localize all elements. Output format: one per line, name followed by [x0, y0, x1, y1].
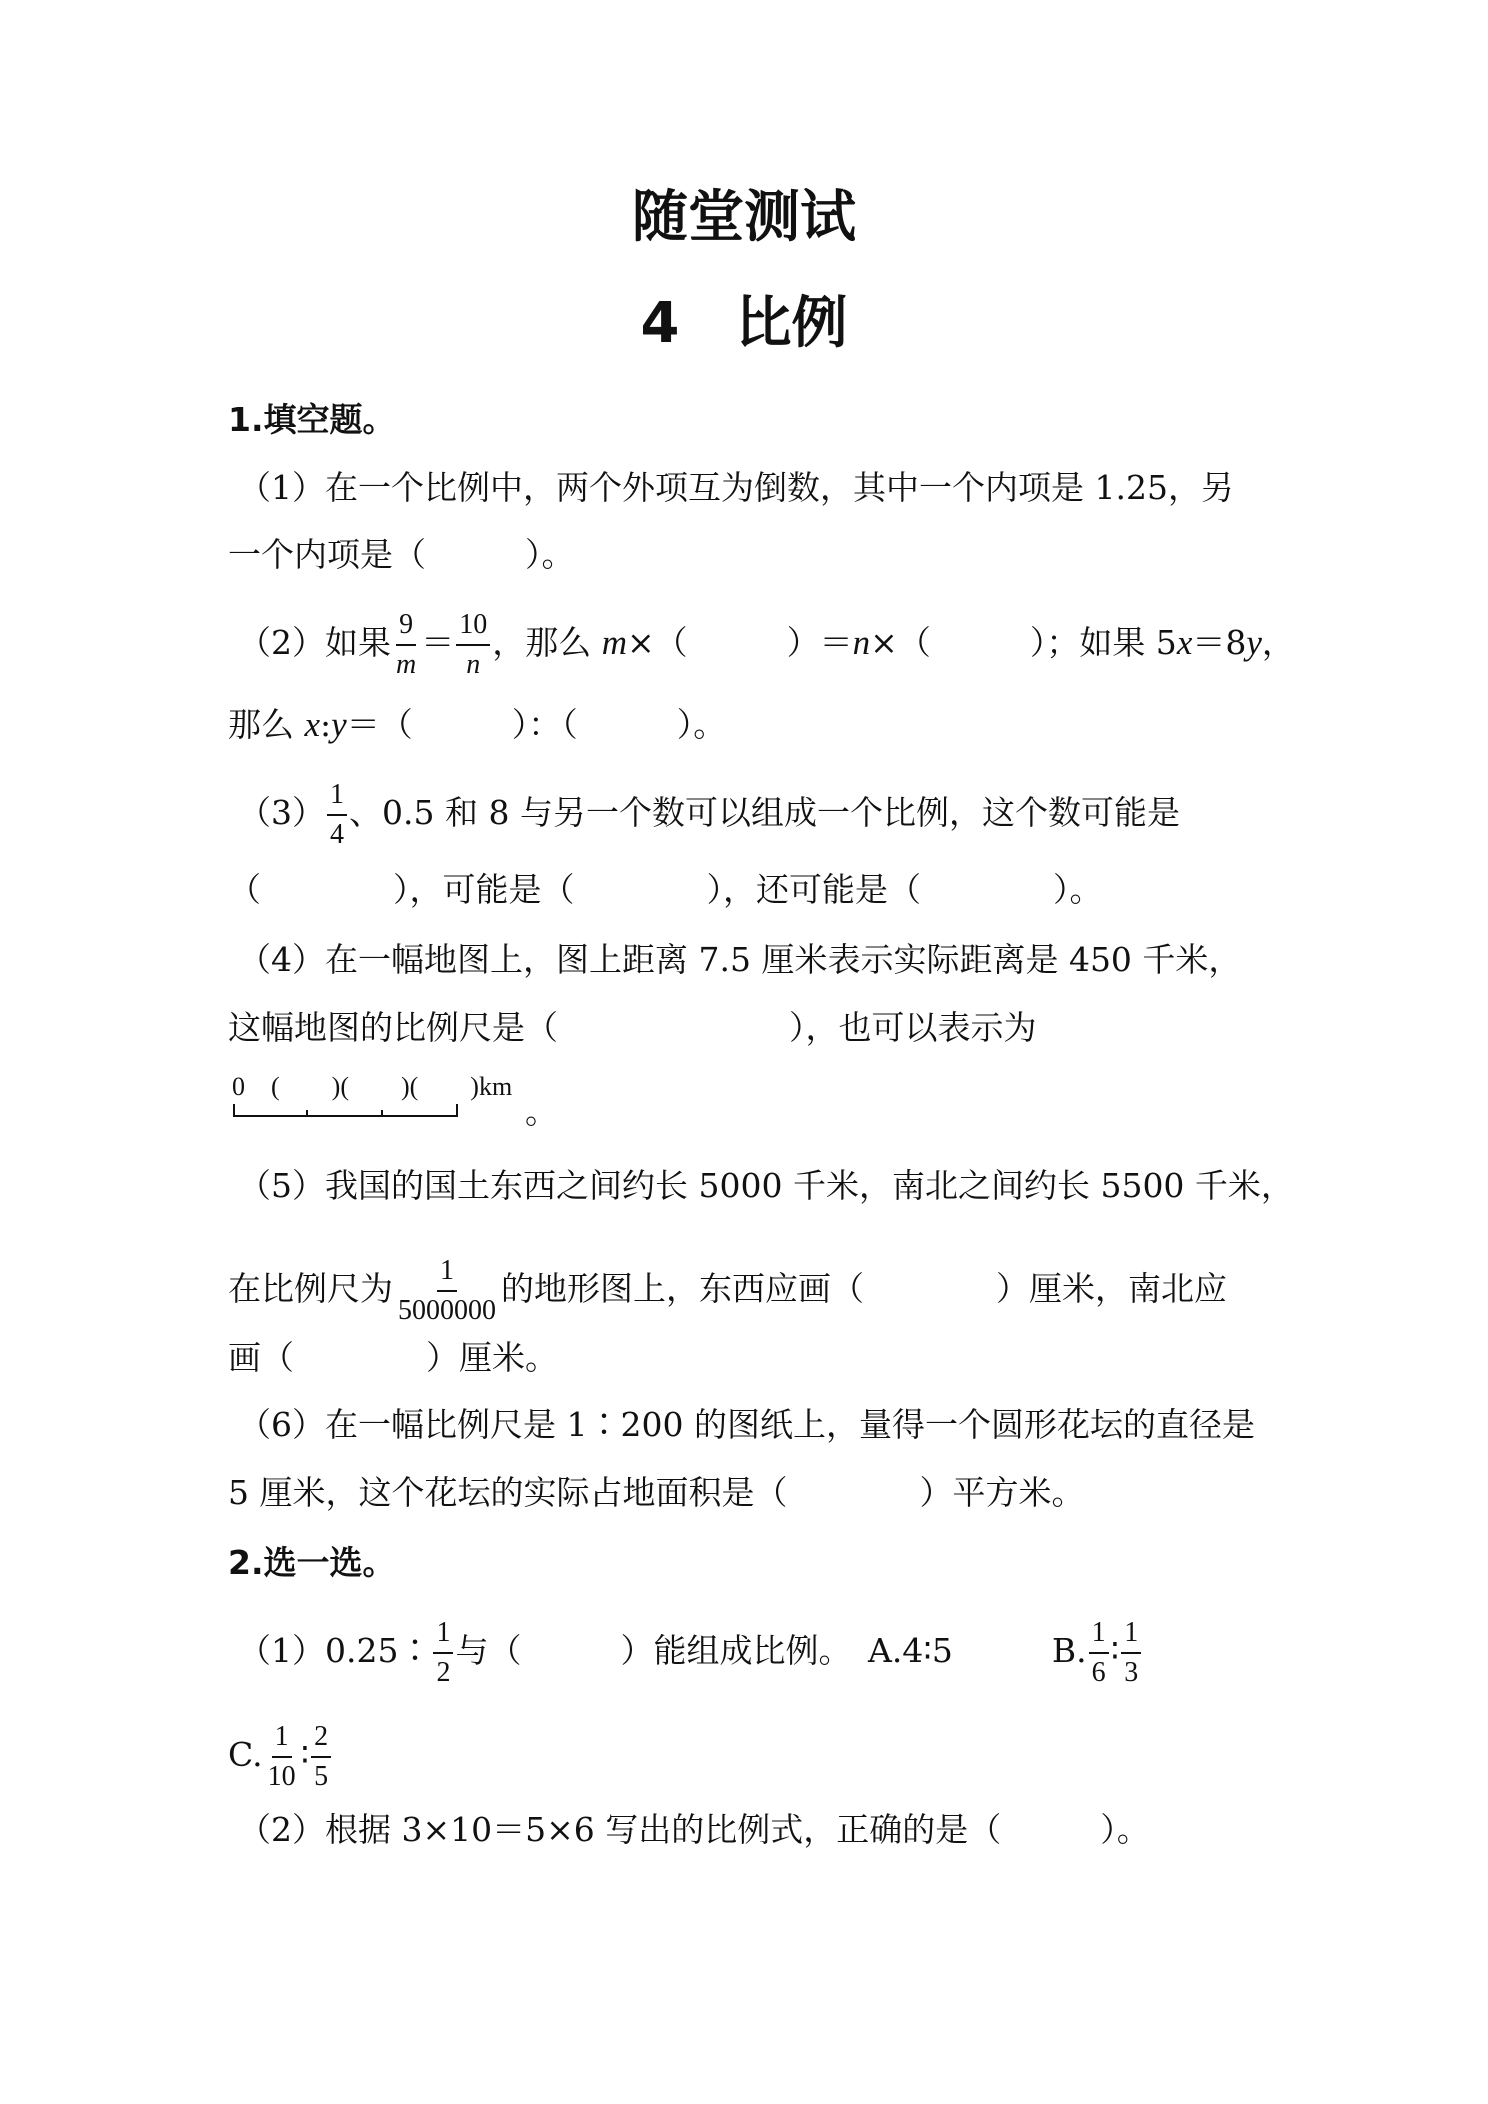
option-b-fraction-2 — [1121, 1618, 1141, 1688]
text: ＝（ ）：（ ）。 — [346, 705, 727, 744]
fraction-denominator: 6 — [1091, 1657, 1106, 1688]
q1-3-line2: （ ），可能是（ ），还可能是（ ）。 — [228, 870, 1103, 909]
fraction-numerator: 1 — [1089, 1618, 1109, 1654]
variable-x: x — [304, 705, 321, 744]
q1-5-line3: 画（ ）厘米。 — [228, 1338, 558, 1377]
fraction-numerator: 1 — [433, 1618, 453, 1654]
fraction-denominator: 4 — [330, 819, 344, 850]
page-title: 随堂测试 — [632, 185, 856, 250]
section-2-heading: 2.选一选。 — [228, 1543, 396, 1582]
fraction-denominator: 5 — [314, 1761, 329, 1792]
fraction-numerator: 1 — [1121, 1618, 1141, 1654]
q1-2-prefix: （2）如果 — [238, 623, 391, 662]
variable-y: y — [331, 705, 347, 744]
q1-3-line1 — [238, 780, 1180, 850]
fraction-denominator: 10 — [267, 1761, 296, 1792]
fraction-numerator: 10 — [456, 610, 490, 646]
fraction-denominator: m — [396, 649, 417, 680]
fraction-numerator: 1 — [437, 1256, 457, 1292]
page-subtitle: 4 比例 — [640, 291, 848, 356]
option-c-label: C. — [228, 1735, 263, 1774]
q2-1-option-c — [228, 1722, 333, 1792]
q2-1-line1 — [238, 1618, 1143, 1688]
fraction-denominator: 3 — [1124, 1657, 1139, 1688]
text: ×（ ）＝ — [627, 623, 853, 662]
option-c-fraction-2 — [311, 1722, 331, 1792]
text: （3） — [238, 793, 325, 832]
q1-4-line2: 这幅地图的比例尺是（ ），也可以表示为 — [228, 1008, 1037, 1047]
section-1-heading: 1.填空题。 — [228, 400, 396, 439]
equals-sign: ＝ — [421, 623, 455, 662]
text: 在比例尺为 — [228, 1269, 393, 1308]
q1-1-line2: 一个内项是（ ）。 — [228, 535, 575, 574]
fraction-denominator: 5000000 — [398, 1295, 496, 1326]
q2-1-fraction-1-2 — [433, 1618, 453, 1688]
option-b-fraction-1 — [1089, 1618, 1109, 1688]
variable-y: y — [1246, 623, 1262, 662]
text: 那么 — [228, 705, 305, 744]
fraction-numerator: 1 — [272, 1722, 292, 1758]
text: 与（ ）能组成比例。 A.4∶5 B. — [455, 1631, 1087, 1670]
q1-2-fraction-10-n — [456, 610, 490, 680]
text: 的地形图上，东西应画（ ）厘米，南北应 — [501, 1269, 1227, 1308]
q1-2-fraction-9-m — [393, 610, 419, 680]
fraction-numerator: 9 — [396, 610, 416, 646]
q1-5-line2 — [228, 1256, 1227, 1326]
q1-1-line1: （1）在一个比例中，两个外项互为倒数，其中一个内项是 1.25，另 — [238, 468, 1234, 507]
q1-4-line1: （4）在一幅地图上，图上距离 7.5 厘米表示实际距离是 450 千米， — [238, 940, 1242, 979]
colon: : — [320, 705, 332, 744]
text: ×（ ）；如果 5 — [870, 623, 1177, 662]
line-scale-ruler — [232, 1102, 472, 1122]
variable-n: n — [852, 623, 871, 662]
text: ＝8 — [1192, 623, 1247, 662]
q1-2-line1 — [238, 610, 1295, 680]
fraction-numerator: 1 — [327, 780, 347, 816]
q1-2-line2 — [228, 705, 726, 745]
fraction-numerator: 2 — [311, 1722, 331, 1758]
line-scale-diagram — [232, 1072, 552, 1132]
q1-5-line1: （5）我国的国土东西之间约长 5000 千米，南北之间约长 5500 千米， — [238, 1166, 1294, 1205]
q1-5-fraction-scale — [395, 1256, 499, 1326]
q1-3-fraction-1-4 — [327, 780, 347, 850]
q1-6-line1: （6）在一幅比例尺是 1∶200 的图纸上，量得一个圆形花坛的直径是 — [238, 1405, 1255, 1444]
text: ，那么 — [492, 623, 602, 662]
q2-2-line1: （2）根据 3×10＝5×6 写出的比例式，正确的是（ ）。 — [238, 1810, 1150, 1849]
option-c-fraction-1 — [265, 1722, 299, 1792]
q1-6-line2: 5 厘米，这个花坛的实际占地面积是（ ）平方米。 — [228, 1473, 1085, 1512]
fraction-denominator: 2 — [436, 1657, 451, 1688]
variable-x: x — [1176, 623, 1193, 662]
text: （1）0.25∶ — [238, 1631, 432, 1670]
ratio-colon: ∶ — [1110, 1631, 1120, 1670]
line-scale-labels: 0 ( )( )( )km — [232, 1072, 513, 1101]
text: 、0.5 和 8 与另一个数可以组成一个比例，这个数可能是 — [349, 793, 1180, 832]
text: ， — [1261, 623, 1295, 662]
ratio-colon: ∶ — [300, 1735, 310, 1774]
q1-4-period: 。 — [525, 1092, 558, 1131]
variable-m: m — [601, 623, 628, 662]
fraction-denominator: n — [466, 649, 481, 680]
